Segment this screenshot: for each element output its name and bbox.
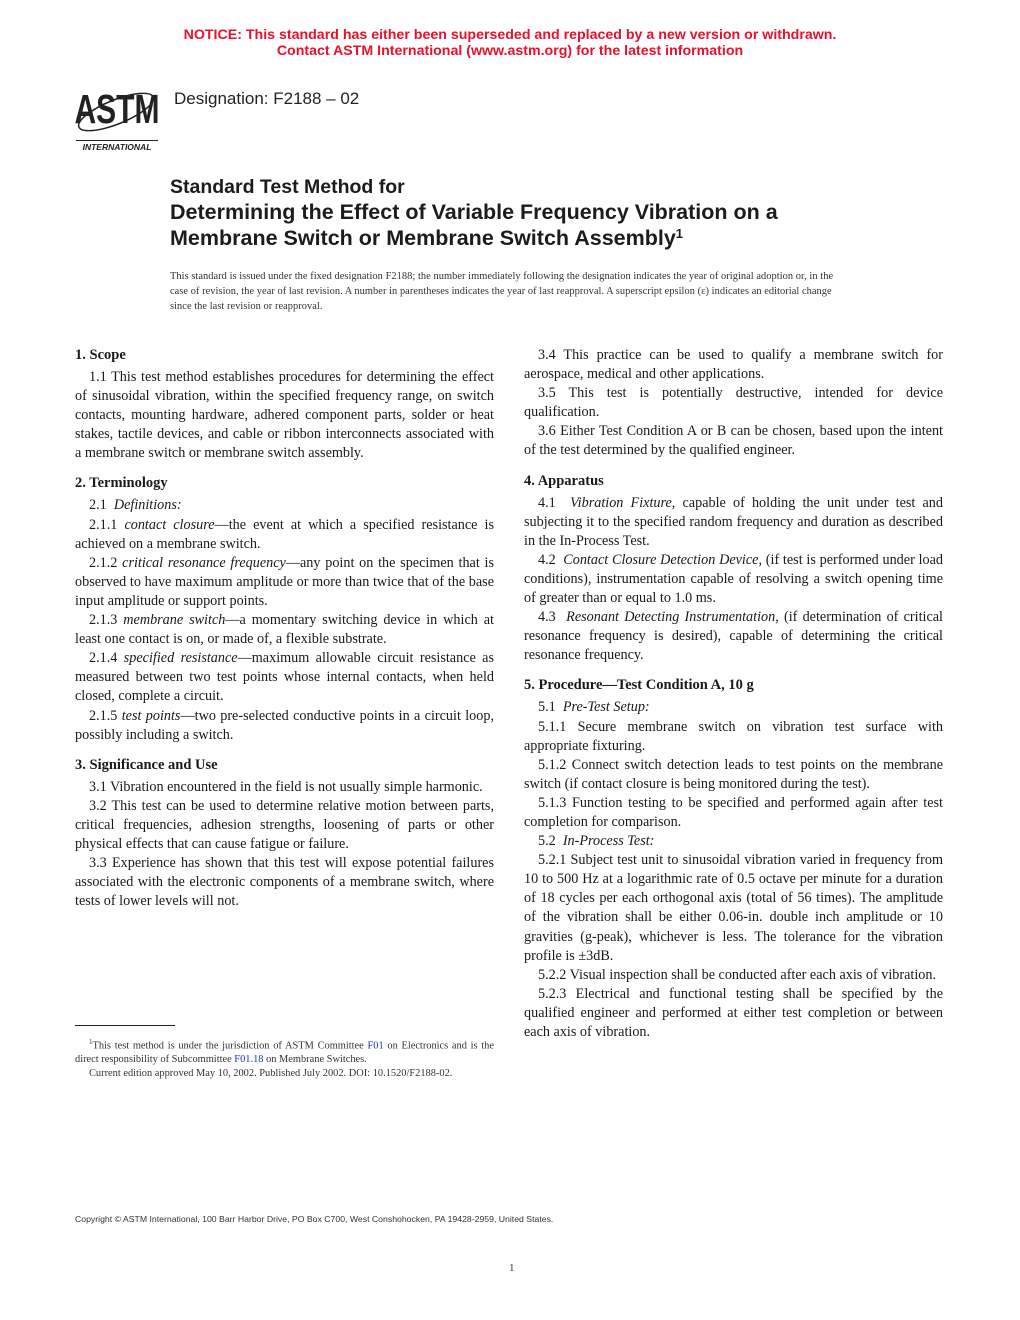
notice-line-2: Contact ASTM International (www.astm.org) for the latest information — [276, 43, 744, 59]
apparatus-4-2: 4.2 Contact Closure Detection Device, (if test is performed under load conditions), instrumentation capable of resolving a switch opening time of greater than or equal to 1.0 ms. — [524, 551, 943, 607]
section-1-heading: 1. Scope — [75, 347, 126, 363]
paragraph-3-4: 3.4 This practice can be used to qualify a membrane switch for aerospace, medical and other applications. — [524, 347, 943, 383]
svg-text:ASTM: ASTM — [74, 86, 160, 133]
paragraph-3-6: 3.6 Either Test Condition A or B can be chosen, based upon the intent of the test determined by the qualified engineer. — [524, 423, 943, 459]
svg-text:INTERNATIONAL: INTERNATIONAL — [82, 142, 152, 152]
footnote-divider — [75, 1025, 175, 1026]
paragraph-3-3: 3.3 Experience has shown that this test will expose potential failures associated with the electronic components of a membrane switch, where tests of lower levels will not. — [75, 855, 494, 910]
footnote-1: $^1$This test method is under the jurisdiction of ASTM Committee F01 on Electronics and is the direct responsibility of Subcommittee F01.18 on Membrane Switches. — [75, 1038, 494, 1066]
document-title — [170, 175, 778, 251]
paragraph-5-1: 5.1 Pre-Test Setup: — [538, 699, 650, 716]
paragraph-2-1: 2.1 Definitions: — [89, 497, 182, 514]
committee-f01-link[interactable]: F01 — [367, 1040, 384, 1052]
paragraph-5-2-3: 5.2.3 Electrical and functional testing shall be specified by the qualified engineer and performed at either test completion or between each axis of vibration. — [524, 985, 943, 1040]
designation: Designation: F2188 – 02 — [174, 89, 360, 108]
paragraph-3-1: 3.1 Vibration encountered in the field is not usually simple harmonic. — [89, 778, 483, 795]
section-4-heading: 4. Apparatus — [524, 472, 604, 489]
apparatus-4-1: 4.1 Vibration Fixture, capable of holding the unit under test and subjecting it to the specified random frequency and duration as described in the In-Process Test. — [524, 494, 943, 549]
paragraph-3-2: 3.2 This test can be used to determine relative motion between parts, critical frequencies, adhesion strengths, loosening of parts or other physical effects that can cause fatigue or failure. — [75, 797, 494, 852]
definition-2-1-4: 2.1.4 specified resistance—maximum allowable circuit resistance as measured between two test points whose internal contacts, when held closed, complete a circuit. — [75, 650, 494, 705]
paragraph-5-2: 5.2 In-Process Test: — [538, 833, 655, 850]
paragraph-5-2-1: 5.2.1 Subject test unit to sinusoidal vibration varied in frequency from 10 to 500 Hz at a logarithmic rate of 0.5 octave per minute for a duration of 18 cycles per each orthogonal axis (total of 56 times). The amplitude of the vibration shall be either 0.06-in. double inch amplitude or 10 gravities (g-peak), whichever is less. The tolerance for the vibration profile is ±3dB. — [524, 852, 943, 964]
title-line-1: Standard Test Method for — [170, 176, 405, 198]
section-2-heading: 2. Terminology — [75, 475, 168, 492]
apparatus-4-3: 4.3 Resonant Detecting Instrumentation, (if determination of critical resonance frequency is desired), capable of determining the critical resonance frequency. — [524, 609, 944, 664]
section-5-heading: 5. Procedure—Test Condition A, 10 g — [524, 677, 754, 694]
page-number: 1 — [509, 1262, 515, 1274]
copyright-line: Copyright © ASTM International, 100 Barr Harbor Drive, PO Box C700, West Conshohocken, PA 19428-2959, United States. — [75, 1214, 554, 1224]
title-footnote-mark[interactable]: 1 — [675, 226, 684, 241]
paragraph-3-5: 3.5 This test is potentially destructive, intended for device qualification. — [524, 385, 943, 421]
definition-2-1-2: 2.1.2 critical resonance frequency—any point on the specimen that is observed to have maximum amplitude or more than twice that of the base input amplitude or support points. — [75, 554, 495, 609]
definition-2-1-3: 2.1.3 membrane switch—a momentary switching device in which at least one contact is on, or made of, a flexible substrate. — [75, 612, 494, 648]
paragraph-5-1-3: 5.1.3 Function testing to be specified and performed again after test completion for comparison. — [524, 794, 943, 830]
footnote — [75, 1035, 494, 1081]
right-column — [524, 346, 943, 1042]
paragraph-5-2-2: 5.2.2 Visual inspection shall be conducted after each axis of vibration. — [538, 966, 936, 983]
paragraph-5-1-2: 5.1.2 Connect switch detection leads to test points on the membrane switch (if contact closure is being monitored during the test). — [524, 756, 943, 792]
issuance-note: This standard is issued under the fixed designation F2188; the number immediately following the designation indicates the year of original adoption or, in the case of revision, the year of last revision. A number in parentheses indicates the year of last reapproval. A superscript epsilon (ε) indicates an editorial change since the last revision or reapproval. — [170, 271, 834, 312]
definition-2-1-1: 2.1.1 contact closure—the event at which a specified resistance is achieved on a membrane switch. — [75, 516, 494, 552]
notice-line-1: NOTICE: This standard has either been superseded and replaced by a new version or withdrawn. — [183, 27, 837, 43]
astm-logo-icon — [72, 80, 162, 152]
definition-2-1-5: 2.1.5 test points—two pre-selected conductive points in a circuit loop, possibly including a switch. — [75, 707, 495, 743]
paragraph-1-1: 1.1 This test method establishes procedures for determining the effect of sinusoidal vibration, within the specified frequency range, on switch contacts, mounting hardware, adhered component parts, solder or heat stakes, tactile devices, and cable or ribbon interconnects associated with a membrane switch or membrane switch assembly. — [75, 369, 494, 462]
left-column — [75, 346, 494, 911]
paragraph-5-1-1: 5.1.1 Secure membrane switch on vibration test surface with appropriate fixturing. — [524, 718, 943, 754]
section-3-heading: 3. Significance and Use — [75, 756, 218, 773]
subcommittee-f01-18-link[interactable]: F01.18 — [234, 1054, 264, 1066]
edition-note: Current edition approved May 10, 2002. Published July 2002. DOI: 10.1520/F2188-02. — [89, 1068, 453, 1080]
withdrawal-notice — [0, 27, 1020, 59]
title-line-3: Membrane Switch or Membrane Switch Assembly$^1$ — [170, 226, 684, 250]
title-line-2: Determining the Effect of Variable Frequency Vibration on a — [170, 200, 778, 224]
